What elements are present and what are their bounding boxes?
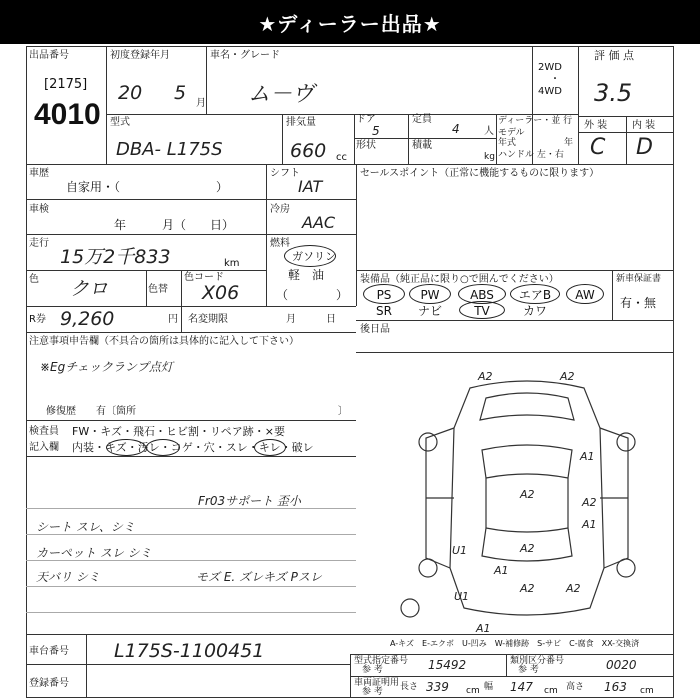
dims-sub: 参 考 (362, 687, 383, 697)
mark-rear-right: A2 (566, 582, 581, 595)
notes-text: ※Egチェックランプ点灯 (40, 360, 173, 374)
displacement-value: 660 (290, 140, 327, 162)
drive-2wd: 2WD (538, 62, 562, 73)
mileage-label: 走行 (29, 238, 49, 249)
rating-label: 評 価 点 (594, 49, 634, 62)
inspector-row1: FW・キズ・飛石・ヒビ割・リペア跡・×要 (72, 425, 285, 438)
ext-grade: C (590, 135, 606, 160)
car-name: ム－ヴ (248, 82, 315, 107)
int-grade: D (636, 135, 653, 160)
spare-wheel (401, 599, 419, 617)
handle-label: ハンドル 左・右 (498, 150, 564, 160)
notes-label: 注意事項申告欄（不具合の箇所は具体的に記入して下さい） (29, 336, 299, 347)
reg-no-label: 登録番号 (29, 678, 69, 689)
drive-dot: ・ (550, 74, 560, 85)
wheel-rear-right (617, 559, 635, 577)
fuel-diesel: 軽 油 (288, 268, 325, 282)
equip-tv-circle (459, 301, 505, 319)
type-cert-label: 型式指定番号 (354, 656, 409, 666)
shape-label: 形状 (356, 140, 376, 151)
wheel-rear-left (419, 559, 437, 577)
warranty-label: 新車保証書 (616, 274, 662, 284)
length-unit: cm (466, 686, 480, 696)
chassis-number: L175S-1100451 (114, 640, 265, 662)
capacity-value: 4 (452, 122, 460, 136)
fuel-other: （ ） (276, 288, 349, 302)
inspector-row2: 内装・キズ・汚レ・コゲ・穴・スレ・キレ・破レ (72, 441, 314, 454)
equip-aw: AW (575, 288, 595, 302)
equip-ps: PS (376, 288, 392, 302)
int-label: 内 装 (632, 120, 656, 131)
class-label: 類別区分番号 (510, 656, 565, 666)
equip-airbag-circle (510, 284, 560, 304)
first-reg-label: 初度登録年月 (110, 50, 170, 61)
mark-right-fender: A1 (580, 450, 595, 463)
mark-roof: A2 (520, 488, 535, 501)
rear-seat-label: 後日品 (360, 324, 390, 335)
shift-value: IAT (298, 177, 323, 196)
equip-aw-circle (566, 284, 604, 304)
mark-bottom-left: A1 (476, 622, 491, 635)
height-value: 163 (604, 680, 627, 694)
shift-label: シフト (270, 168, 300, 179)
stain-circle (146, 439, 180, 456)
color-code: X06 (202, 282, 240, 304)
drive-4wd: 4WD (538, 86, 562, 97)
mark-front-right: A2 (560, 370, 575, 383)
year-label: 年式 (498, 138, 517, 148)
equip-tv: TV (474, 304, 490, 318)
width-value: 147 (510, 680, 533, 694)
recycle-unit: 円 (168, 314, 178, 325)
equip-pw-circle (409, 284, 451, 304)
fuel-gas: ガソリン (292, 250, 336, 263)
ext-label: 外 装 (584, 120, 608, 131)
mark-rear-center: A2 (520, 582, 535, 595)
model-year-label: モデル (498, 128, 525, 138)
car-name-label: 車名・グレード (210, 50, 280, 61)
equip-pw: PW (420, 288, 440, 302)
repair-label: 修復歴 有〔箇所 (46, 406, 136, 417)
mileage-unit: km (224, 258, 240, 269)
load-label: 積載 (412, 140, 432, 151)
equip-airbag: エアB (518, 288, 552, 302)
color-code-label: 色コード (184, 272, 224, 283)
mark-front-left: A2 (478, 370, 493, 383)
class-value: 0020 (606, 658, 637, 672)
hood (480, 393, 574, 420)
ac-label: 冷房 (270, 204, 290, 215)
door-label: ドア (356, 114, 376, 125)
year-unit: 年 (564, 138, 574, 148)
load-unit: kg (484, 152, 495, 162)
diagram-legend: A-キズ E-エクボ U-凹み W-補修跡 S-サビ C-腐食 XX-交換済 (390, 639, 640, 648)
lot-bracket: [2175] (44, 77, 88, 92)
lot-label: 出品番号 (29, 50, 69, 61)
fuel-label: 燃料 (270, 238, 290, 249)
handnote-5: モズ E. ズレキズ Pスレ (196, 570, 322, 584)
rating-score: 3.5 (594, 79, 633, 107)
equip-abs: ABS (470, 288, 494, 302)
capacity-label: 定員 (412, 114, 432, 125)
displacement-unit: cc (336, 152, 347, 163)
inspector-sub-label: 記入欄 (29, 442, 59, 453)
recycle-value: 9,260 (60, 308, 115, 330)
color-value: クロ (70, 278, 109, 300)
handnote-2: シート スレ、シミ (36, 520, 135, 534)
windshield (482, 445, 572, 478)
class-sub: 参 考 (518, 665, 539, 675)
mark-left-rear-door: U1 (452, 544, 468, 557)
width-label: 幅 (484, 682, 494, 692)
type-cert-value: 15492 (428, 658, 467, 672)
meigi-label: 名変期限 (188, 314, 228, 325)
inspection-value: 年 月（ 日） (114, 218, 235, 232)
equip-navi: ナビ (417, 304, 442, 318)
first-reg-year: 20 (118, 82, 143, 104)
warranty-value: 有・無 (620, 296, 657, 310)
color-change-label: 色替 (148, 284, 168, 295)
month-unit: 月 (196, 98, 206, 109)
equip-sr: SR (376, 304, 392, 318)
model-label: 型式 (110, 117, 130, 128)
mark-left-rear: U1 (454, 590, 470, 603)
roof-lines (486, 478, 568, 528)
length-value: 339 (426, 680, 449, 694)
height-unit: cm (640, 686, 654, 696)
selling-points-label: セールスポイント（正常に機能するものに限ります） (360, 168, 600, 179)
equipment-label: 装備品（純正品に限り○で囲んでください） (360, 274, 559, 285)
type-cert-sub: 参 考 (362, 665, 383, 675)
wheel-front-left (419, 433, 437, 451)
handnote-3: カーペット スレ シミ (36, 546, 152, 560)
capacity-unit: 人 (484, 126, 494, 137)
meigi-value: 月 日 (286, 314, 336, 325)
mark-right-rear: A1 (582, 518, 597, 531)
inspector-label: 検査員 (29, 426, 59, 437)
handnote-4: 天バリ シミ (36, 570, 100, 584)
dims-label: 車両証明用 (354, 678, 400, 688)
usage-value: 自家用・（ ） (66, 180, 229, 194)
model-code: DBA- L175S (116, 139, 223, 160)
chassis-label: 車台番号 (29, 646, 69, 657)
wheel-front-right (617, 433, 635, 451)
length-label: 長さ (400, 682, 419, 692)
dealer-banner: ★ディーラー出品★ (0, 0, 700, 44)
height-label: 高さ (566, 682, 585, 692)
damage-diagram (390, 368, 664, 648)
handnote-1: Fr03サポート 歪小 (198, 494, 301, 508)
color-label: 色 (29, 274, 39, 285)
fuel-circle (284, 245, 336, 267)
mileage-value: 15万2千833 (60, 246, 171, 268)
mark-trunk: A2 (520, 542, 535, 555)
wear-circle (254, 439, 286, 456)
first-reg-month: 5 (174, 82, 187, 104)
scratch-circle (106, 439, 146, 456)
door-value: 5 (372, 124, 380, 138)
ac-value: AAC (302, 213, 336, 232)
equip-leather: カワ (522, 304, 547, 318)
dealer-label: ディーラー・並 行 (498, 116, 573, 126)
mark-rear-bumper: A1 (494, 564, 509, 577)
inspection-label: 車検 (29, 204, 49, 215)
width-unit: cm (544, 686, 558, 696)
lot-number: 4010 (34, 98, 101, 131)
repair-end: 〕 (338, 406, 348, 417)
equip-ps-circle (363, 284, 405, 304)
mark-right-door: A2 (582, 496, 597, 509)
usage-label: 車歴 (29, 168, 49, 179)
displacement-label: 排気量 (286, 117, 316, 128)
recycle-label: R券 (29, 314, 46, 325)
